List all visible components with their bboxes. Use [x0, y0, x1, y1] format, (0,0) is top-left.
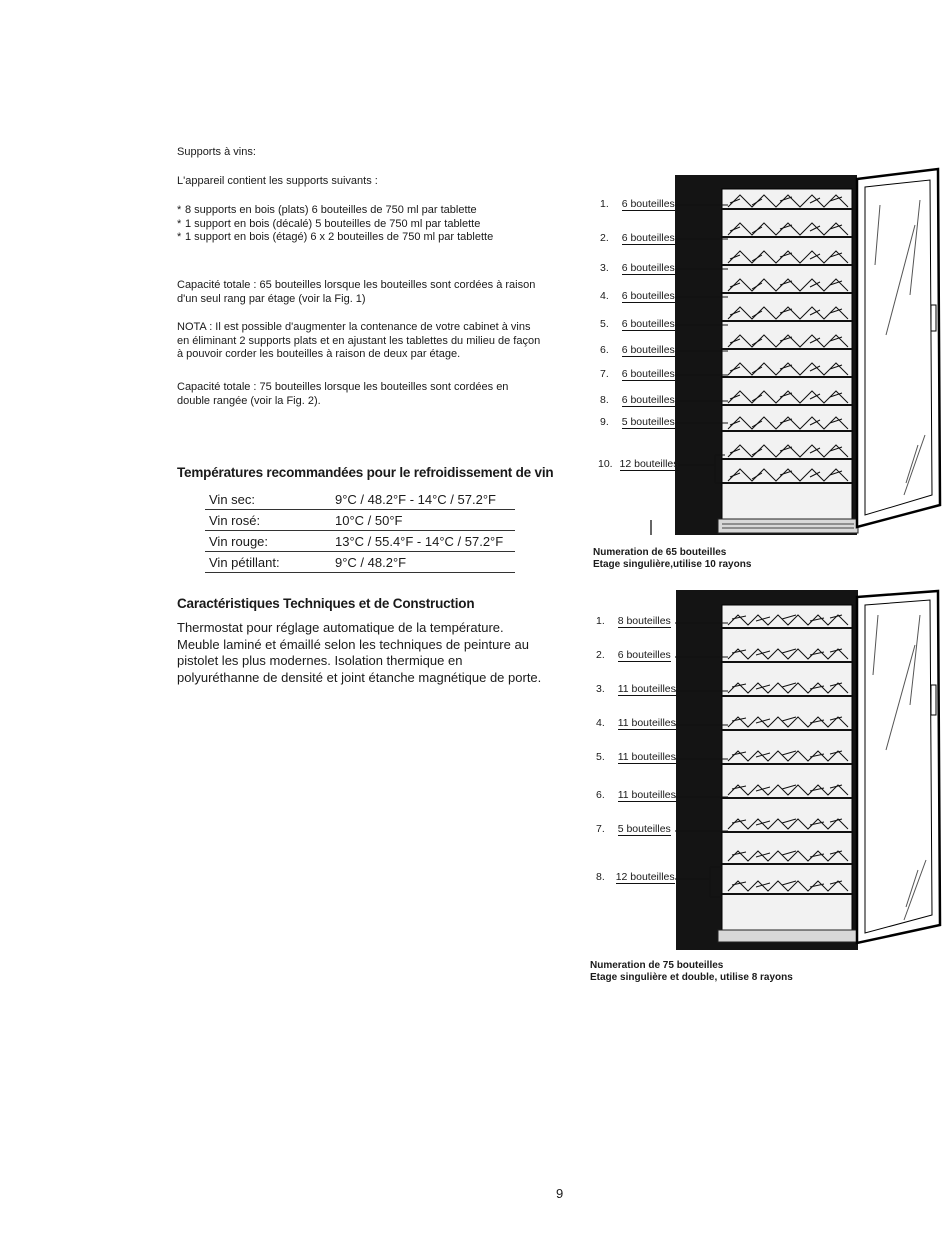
- table-row: [205, 531, 515, 552]
- shelf-label-75: 7. 5 bouteilles: [596, 823, 671, 835]
- wine-temperature: 10°C / 50°F: [333, 510, 515, 531]
- table-row: [205, 489, 515, 510]
- shelf-label-65: 9. 5 bouteilles: [600, 416, 675, 428]
- shelf-label-75: 1. 8 bouteilles: [596, 615, 671, 627]
- figure-2: [590, 585, 945, 995]
- shelf-label-65: 1. 6 bouteilles: [600, 198, 675, 210]
- shelf-label-65: 7. 6 bouteilles: [600, 368, 675, 380]
- temperatures-heading: Températures recommandées pour le refroidissement de vin: [177, 465, 554, 480]
- wine-temperature: 9°C / 48.2°F - 14°C / 57.2°F: [333, 489, 515, 510]
- shelf-label-75: 4. 11 bouteilles: [596, 717, 676, 729]
- wine-type: Vin pétillant:: [205, 552, 333, 573]
- wine-cabinet-illustration-75: [590, 585, 945, 955]
- supports-list-item: * 1 support en bois (décalé) 5 bouteilles de 750 ml par tablette: [177, 218, 542, 232]
- wine-temperature: 13°C / 55.4°F - 14°C / 57.2°F: [333, 531, 515, 552]
- supports-list-item: * 1 support en bois (étagé) 6 x 2 bouteilles de 750 ml par tablette: [177, 231, 515, 245]
- shelf-label-65: 2. 6 bouteilles: [600, 232, 675, 244]
- table-row: [205, 552, 515, 573]
- figure-1-caption: Numeration de 65 bouteilles Etage singulière,utilise 10 rayons: [593, 547, 752, 570]
- intro-lead: L'appareil contient les supports suivants :: [177, 175, 378, 187]
- shelf-label-75: 6. 11 bouteilles: [596, 789, 676, 801]
- wine-type: Vin rouge:: [205, 531, 333, 552]
- technical-paragraph: Thermostat pour réglage automatique de la température. Meuble laminé et émaillé selon les techniques de peinture au pistolet les plus modernes. Isolation thermique en polyuréthanne de densité et joint étanche magnétique de porte.: [177, 620, 542, 685]
- temperatures-table: [205, 489, 515, 573]
- wine-type: Vin sec:: [205, 489, 333, 510]
- wine-temperature: 9°C / 48.2°F: [333, 552, 515, 573]
- shelf-label-75: 8. 12 bouteilles: [596, 871, 675, 883]
- shelf-label-65: 3. 6 bouteilles: [600, 262, 675, 274]
- table-row: [205, 510, 515, 531]
- shelf-label-65: 4. 6 bouteilles: [600, 290, 675, 302]
- shelf-label-75: 3. 11 bouteilles: [596, 683, 676, 695]
- capacity-double-row: Capacité totale : 75 bouteilles lorsque les bouteilles sont cordées en double rangée (voir la Fig. 2).: [177, 381, 509, 407]
- supports-list-item: * 8 supports en bois (plats) 6 bouteilles de 750 ml par tablette: [177, 204, 542, 218]
- technical-heading: Caractéristiques Techniques et de Construction: [177, 596, 475, 611]
- nota-paragraph: NOTA : Il est possible d'augmenter la contenance de votre cabinet à vins en éliminant 2 supports plats et en ajustant les tablettes du milieu de façon à pouvoir corder les bouteilles à raison de deux par étage.: [177, 321, 541, 360]
- supports-list: [177, 204, 542, 245]
- capacity-single-row: Capacité totale : 65 bouteilles lorsque les bouteilles sont cordées à raison d'un seul rang par étage (voir la Fig. 1): [177, 279, 536, 305]
- shelf-label-65: 6. 6 bouteilles: [600, 344, 675, 356]
- figure-2-caption: Numeration de 75 bouteilles Etage singulière et double, utilise 8 rayons: [590, 960, 793, 983]
- wine-type: Vin rosé:: [205, 510, 333, 531]
- shelf-label-75: 2. 6 bouteilles: [596, 649, 671, 661]
- figure-1: [590, 165, 945, 575]
- shelf-label-65: 5. 6 bouteilles: [600, 318, 675, 330]
- shelf-label-65: 8. 6 bouteilles: [600, 394, 675, 406]
- shelf-label-65: 10. 12 bouteilles: [598, 458, 679, 470]
- shelf-label-75: 5. 11 bouteilles: [596, 751, 676, 763]
- intro-title: Supports à vins:: [177, 146, 256, 158]
- page-number: 9: [556, 1186, 564, 1201]
